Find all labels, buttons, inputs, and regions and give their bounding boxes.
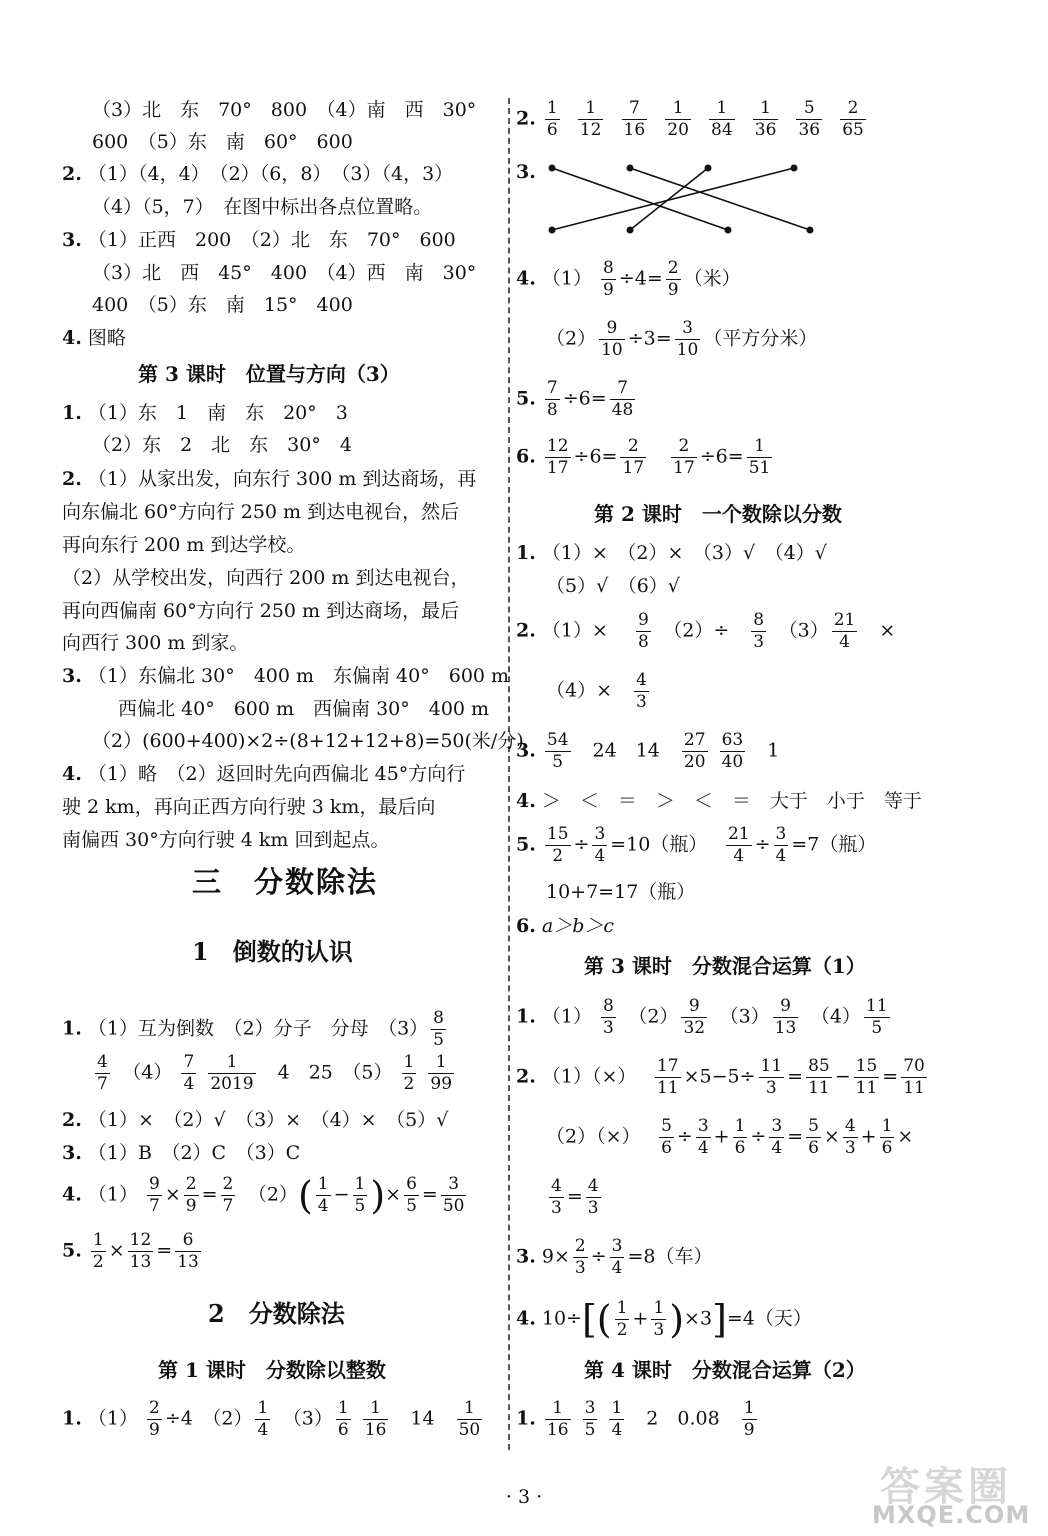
item-number: 1. (62, 402, 82, 424)
item-number: 1. (516, 542, 536, 564)
item-number: 1. (516, 1407, 536, 1430)
unit: （瓶） (819, 833, 877, 856)
watermark-logo-text: 答案圈 (880, 1464, 1012, 1510)
text-line: （3）北 西 45° 400 （4）西 南 30° (92, 262, 477, 284)
item-number: 4. (516, 267, 536, 290)
watermark-text: MXQE.COM (872, 1501, 1031, 1529)
math-line: $\frac{4}{7}$ （4） $\frac{7}{4}$ $\frac{1}{2019}$ 4 25 （5） $\frac{1}{2}$ $\frac{1}{99}$ (97, 1052, 453, 1094)
unit: （车） (655, 1245, 713, 1268)
item-number: 6. (516, 445, 536, 468)
item-number: 2. (62, 163, 82, 185)
section-heading: 2 分数除法 (208, 1299, 345, 1328)
text-line: 400 （5）东 南 15° 400 (92, 294, 353, 316)
text-line (62, 162, 453, 186)
math-line: 2. （1）× $\frac{9}{8}$ （2）÷ $\frac{8}{3}$ （3） $\frac{21}{4}$ × (516, 610, 896, 652)
math-line: $\frac{4}{3}$ = $\frac{4}{3}$ (551, 1176, 599, 1218)
text-line (62, 326, 126, 350)
text: （1）（4，4） （2）（6，8） （3）（4，3） (87, 163, 454, 185)
unit: （米） (683, 267, 741, 290)
item-number: 4. (516, 1307, 536, 1330)
unit: （瓶） (650, 833, 698, 856)
item-number: 4. (62, 763, 82, 785)
text-line: （2）从学校出发，向西行 200 m 到达电视台， (62, 567, 470, 589)
text-line (62, 1141, 300, 1165)
text: （1）正西 200 （2）北 东 70° 600 (87, 229, 456, 251)
text-line: 向西行 300 m 到家。 (62, 632, 249, 654)
matching-diagram (546, 162, 816, 238)
math-line: 3. 9× $\frac{2}{3}$ ÷ $\frac{3}{4}$ =8（车） (516, 1236, 713, 1278)
text-line: 再向东行 200 m 到达学校。 (62, 534, 306, 556)
match-line (552, 168, 794, 230)
math-line: 1. $\frac{1}{16}$ $\frac{3}{5}$ $\frac{1}{4}$ 2 0.08 $\frac{1}{9}$ (516, 1398, 755, 1440)
text-line: 西偏北 40° 600 m 西偏南 30° 400 m (118, 698, 490, 720)
text-line (62, 1008, 449, 1051)
unit-heading: 三 分数除法 (192, 865, 379, 899)
text-line: 2. （1）× （2）√ （3）× （4）× （5）√ (62, 1109, 449, 1131)
text-line: （3）北 东 70° 800 （4）南 西 30° (92, 99, 477, 121)
text: （1）× （2）× （3）√ （4）√ (541, 542, 827, 564)
item-number: 3. (516, 739, 536, 762)
text-line (516, 914, 614, 938)
item-number: 5. (62, 1239, 82, 1262)
text-line (62, 664, 509, 688)
math-line: 1. （1） $\frac{2}{9}$ ÷4 （2） $\frac{1}{4}$ （3） $\frac{1}{6}$ $\frac{1}{16}$ 14 $\frac{1}{50}$ (62, 1398, 481, 1440)
text-line: 再向西偏南 60°方向行 250 m 到达商场，最后 (62, 600, 460, 622)
lesson-heading: 第 2 课时 一个数除以分数 (594, 502, 842, 526)
item-number: 3. (62, 665, 82, 687)
math-line: 4. 10÷[( $\frac{1}{2}$ + $\frac{1}{3}$ )×3]=4（天） (516, 1297, 812, 1342)
item-number: 1. (516, 1005, 536, 1028)
fraction: $\frac{8}{5}$ (433, 1008, 444, 1050)
item-number: 3. (516, 1245, 536, 1268)
math-line: （2） $\frac{9}{10}$ ÷3= $\frac{3}{10}$ （平方分米） (546, 318, 818, 360)
math-line: 2. $\frac{1}{6}$ $\frac{1}{12}$ $\frac{7}{16}$ $\frac{1}{20}$ $\frac{1}{84}$ $\frac{1}{36}$ $\frac{5}{36}$ $\frac{2}{65}$ (516, 98, 864, 140)
text-line (62, 467, 476, 491)
text-line: 驶 2 km，再向正西方向行驶 3 km，最后向 (62, 796, 436, 818)
text-line: （2）东 2 北 东 30° 4 (92, 434, 352, 456)
text: 图略 (87, 327, 126, 349)
text-line (62, 762, 465, 786)
item-number: 3. (516, 161, 536, 183)
item-number: 2. (516, 1065, 536, 1088)
text-line: 向东偏北 60°方向行 250 m 到达电视台，然后 (62, 501, 460, 523)
match-line (552, 168, 728, 230)
item-number: 3. (62, 229, 82, 251)
text: （1）B （2）C （3）C (87, 1142, 301, 1164)
item-number: 5. (516, 387, 536, 410)
item-number: 2. (516, 619, 536, 642)
text: （1）东偏北 30° 400 m 东偏南 40° 600 m (87, 665, 510, 687)
text: （1）略 （2）返回时先向西偏北 45°方向行 (87, 763, 466, 785)
page-number: · 3 · (505, 1486, 543, 1508)
math-line: 5. $\frac{15}{2}$ ÷ $\frac{3}{4}$ =10（瓶） $\frac{21}{4}$ ÷ $\frac{3}{4}$ =7（瓶） (516, 824, 877, 866)
text-line: （2）(600+400)×2÷(8+12+12+8)=50(米/分) (92, 730, 524, 752)
text-line (516, 541, 827, 565)
text: ＞ ＜ ＝ ＞ ＜ ＝ 大于 小于 等于 (541, 790, 922, 812)
math-line: 3. $\frac{54}{5}$ 24 14 $\frac{27}{20}$ $\frac{63}{40}$ 1 (516, 730, 780, 772)
watermark-logo (870, 1455, 1030, 1530)
column-divider (508, 98, 510, 1450)
item-number: 5. (516, 833, 536, 856)
lesson-heading: 第 4 课时 分数混合运算（2） (584, 1358, 866, 1382)
math-line: 4. （1） $\frac{8}{9}$ ÷4= $\frac{2}{9}$ （米） (516, 258, 741, 300)
lesson-heading: 第 3 课时 分数混合运算（1） (584, 954, 866, 978)
text-line: 10+7=17（瓶） (546, 881, 696, 903)
math-line: （4）× $\frac{4}{3}$ (546, 670, 647, 712)
text: a＞b＞c (541, 915, 615, 937)
item-number: 1. (62, 1407, 82, 1430)
section-heading: 1 倒数的认识 (192, 937, 353, 966)
text-line (516, 160, 536, 184)
text-line (62, 228, 456, 252)
text: （1）东 1 南 东 20° 3 (87, 402, 348, 424)
item-number: 4. (516, 790, 536, 812)
math-line: 4. （1） $\frac{9}{7}$ × $\frac{2}{9}$ = $\frac{2}{7}$ （2）( $\frac{1}{4}$ − $\frac{1}{5}$ )× $\frac{6}{5}$ = $\frac{3}{50}$ (62, 1173, 465, 1218)
item-number: 4. (62, 1183, 82, 1206)
item-number: 4. (62, 327, 82, 349)
text-line: 南偏西 30°方向行驶 4 km 回到起点。 (62, 829, 390, 851)
text-line: （4）（5，7） 在图中标出各点位置略。 (92, 196, 433, 218)
unit: （天） (754, 1307, 812, 1330)
math-line: 5. $\frac{1}{2}$ × $\frac{12}{13}$ = $\frac{6}{13}$ (62, 1230, 199, 1272)
math-line: （2）（×） $\frac{5}{6}$ ÷ $\frac{3}{4}$ + $\frac{1}{6}$ ÷ $\frac{3}{4}$ = $\frac{5}{6}$ × $\frac{4}{3}$ + $\frac{1}{6}$ × (546, 1116, 914, 1158)
item-number: 2. (62, 1109, 82, 1131)
text-line: 600 （5）东 南 60° 600 (92, 131, 353, 153)
math-line: 2. （1）（×） $\frac{17}{11}$ ×5−5÷ $\frac{11}{3}$ = $\frac{85}{11}$ − $\frac{15}{11}$ = $\frac{70}{11}$ (516, 1056, 925, 1098)
item-number: 1. (62, 1017, 82, 1040)
text: （1）从家出发，向东行 300 m 到达商场，再 (87, 468, 477, 490)
unit: （平方分米） (703, 327, 818, 350)
item-number: 3. (62, 1142, 82, 1164)
match-line (630, 168, 810, 230)
text-line (62, 401, 348, 425)
item-number: 2. (62, 468, 82, 490)
lesson-heading: 第 1 课时 分数除以整数 (158, 1358, 386, 1382)
math-line: 1. （1） $\frac{8}{3}$ （2） $\frac{9}{32}$ （3） $\frac{9}{13}$ （4） $\frac{11}{5}$ (516, 996, 888, 1038)
text-line: （5）√ （6）√ (546, 575, 680, 597)
text: （1）互为倒数 （2）分子 分母 （3） (87, 1017, 429, 1040)
item-number: 6. (516, 915, 536, 937)
lesson-heading: 第 3 课时 位置与方向（3） (138, 362, 400, 386)
math-line: 5. $\frac{7}{8}$ ÷6= $\frac{7}{48}$ (516, 378, 634, 420)
math-line: 6. $\frac{12}{17}$ ÷6= $\frac{2}{17}$ $\frac{2}{17}$ ÷6= $\frac{1}{51}$ (516, 436, 771, 478)
text-line (516, 789, 922, 813)
item-number: 2. (516, 107, 536, 130)
